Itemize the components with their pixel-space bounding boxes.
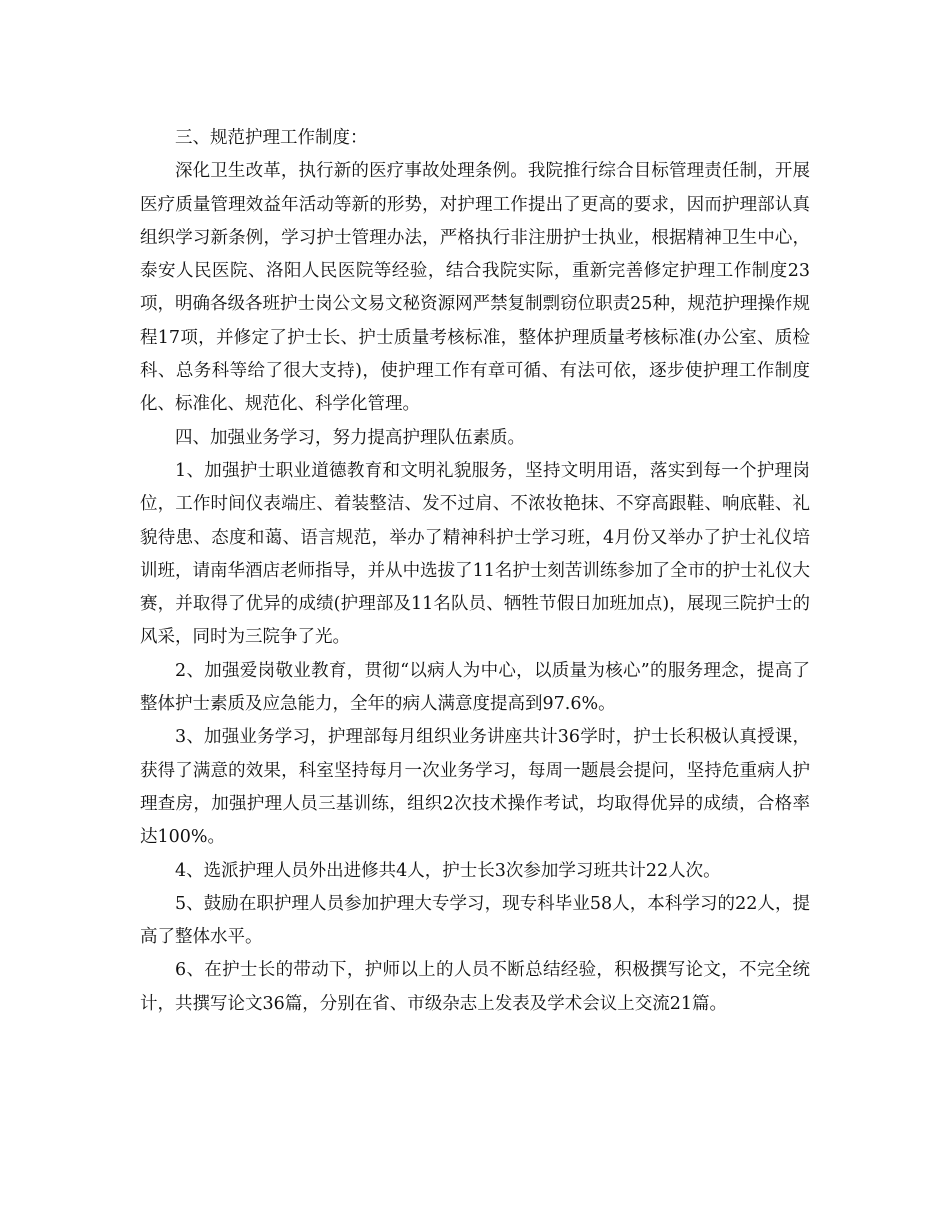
section-heading-three: 三、规范护理工作制度： — [175, 128, 368, 148]
document-body — [140, 122, 810, 1021]
paragraph-item-2: 2、加强爱岗敬业教育，贯彻“以病人为中心，以质量为核心”的服务理念，提高了整体护士素质及应急能力，全年的病人满意度提高到97.6%。 — [140, 660, 810, 715]
paragraph-work-system: 深化卫生改革，执行新的医疗事故处理条例。我院推行综合目标管理责任制，开展医疗质量管理效益年活动等新的形势，对护理工作提出了更高的要求，因而护理部认真组织学习新条例，学习护士管理办法，严格执行非注册护士执业，根据精神卫生中心，泰安人民医院、洛阳人民医院等经验，结合我院实际，重新完善修定护理工作制度23项，明确各级各班护士岗公文易文秘资源网严禁复制剽窃位职责25种，规范护理操作规程17项，并修定了护士长、护士质量考核标准，整体护理质量考核标准(办公室、质检科、总务科等给了很大支持)，使护理工作有章可循、有法可依，逐步使护理工作制度化、标准化、规范化、科学化管理。 — [140, 161, 810, 415]
paragraph-item-3: 3、加强业务学习，护理部每月组织业务讲座共计36学时，护士长积极认真授课，获得了满意的效果，科室坚持每月一次业务学习，每周一题晨会提问，坚持危重病人护理查房，加强护理人员三基训练，组织2次技术操作考试，均取得优异的成绩，合格率达100%。 — [140, 727, 810, 848]
paragraph-item-5: 5、鼓励在职护理人员参加护理大专学习，现专科毕业58人，本科学习的22人，提高了整体水平。 — [140, 893, 810, 948]
paragraph-item-1: 1、加强护士职业道德教育和文明礼貌服务，坚持文明用语，落实到每一个护理岗位，工作时间仪表端庄、着装整洁、发不过肩、不浓妆艳抹、不穿高跟鞋、响底鞋、礼貌待患、态度和蔼、语言规范，举办了精神科护士学习班，4月份又举办了护士礼仪培训班，请南华酒店老师指导，并从中选拔了11名护士刻苦训练参加了全市的护士礼仪大赛，并取得了优异的成绩(护理部及11名队员、牺牲节假日加班加点)，展现三院护士的风采，同时为三院争了光。 — [140, 460, 810, 648]
section-heading-four: 四、加强业务学习，努力提高护理队伍素质。 — [175, 427, 525, 448]
paragraph-item-6: 6、在护士长的带动下，护师以上的人员不断总结经验，积极撰写论文，不完全统计，共撰写论文36篇，分别在省、市级杂志上发表及学术会议上交流21篇。 — [140, 960, 810, 1014]
paragraph-item-4: 4、选派护理人员外出进修共4人，护士长3次参加学习班共计22人次。 — [175, 860, 721, 881]
